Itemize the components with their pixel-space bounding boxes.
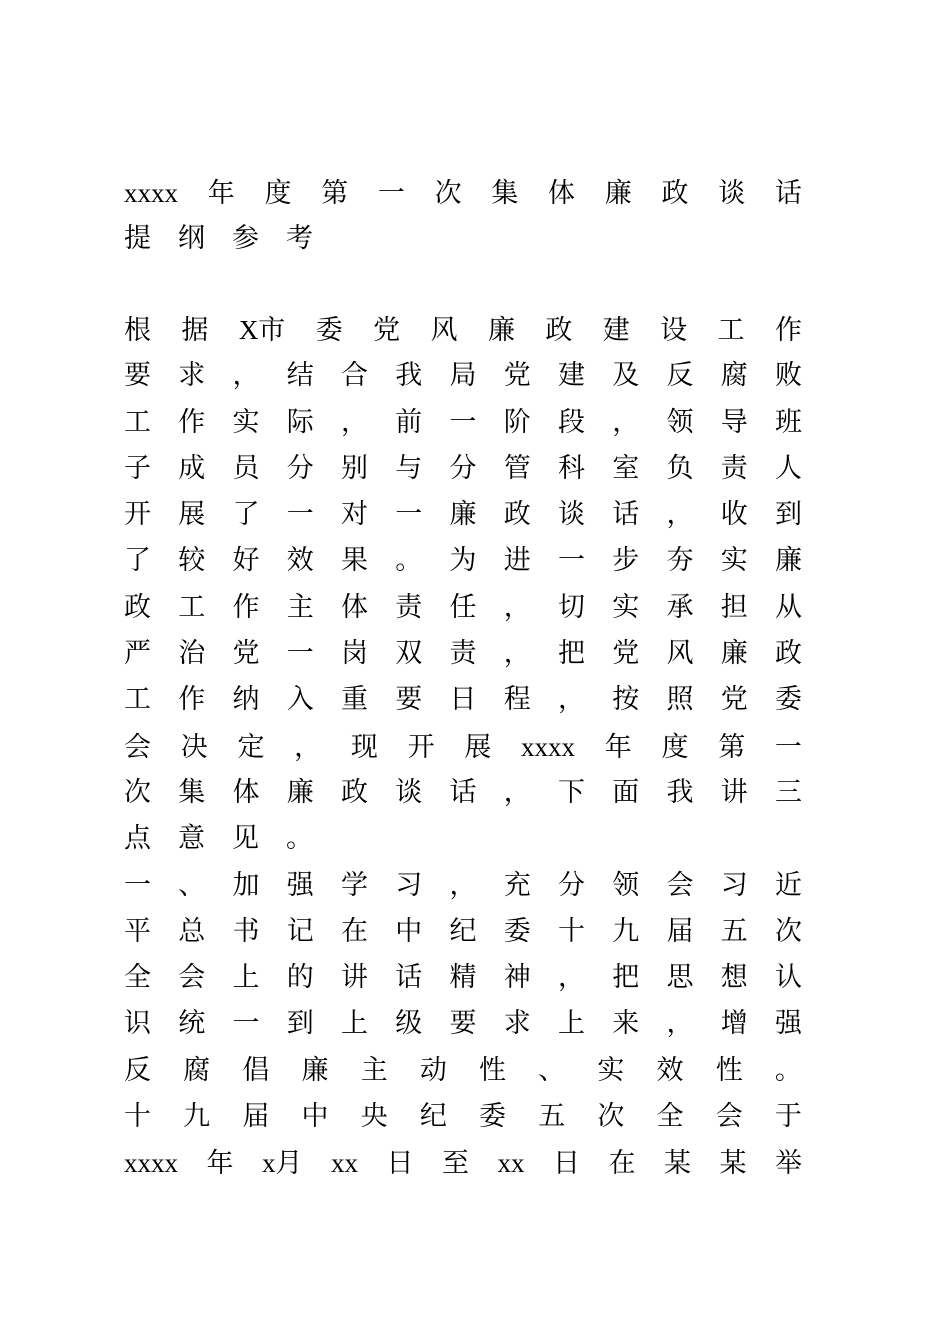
text-token: 实 <box>597 1054 625 1086</box>
text-token: 廉 <box>449 499 477 531</box>
text-token: ， <box>232 360 260 392</box>
text-token: 决 <box>180 731 208 763</box>
text-token: 委 <box>775 684 802 716</box>
text-token: 了 <box>124 545 151 577</box>
text-token: 治 <box>178 638 206 670</box>
body-line <box>124 400 802 446</box>
text-token: 管 <box>503 452 531 484</box>
text-token: 次 <box>434 178 462 209</box>
text-token: 次 <box>124 776 151 808</box>
text-token: 识 <box>124 1008 151 1040</box>
text-token: 任 <box>449 591 477 623</box>
body-line <box>124 1094 802 1140</box>
body-line <box>124 1001 802 1047</box>
text-token: 分 <box>558 869 585 901</box>
text-token: 学 <box>341 869 368 901</box>
text-token: 把 <box>612 962 640 994</box>
text-token: 建 <box>558 360 585 392</box>
text-token: 廉 <box>487 315 515 346</box>
text-token: 集 <box>491 178 519 209</box>
text-token: 从 <box>775 591 802 623</box>
text-token: 班 <box>775 406 802 438</box>
text-token: 中 <box>395 915 423 947</box>
text-token: 导 <box>720 406 748 438</box>
text-token: 体 <box>341 591 368 623</box>
body-line <box>124 585 802 631</box>
text-token: 讲 <box>341 962 368 994</box>
text-token: 廉 <box>286 776 314 808</box>
text-token: 切 <box>558 591 585 623</box>
text-token: 要 <box>124 360 151 392</box>
text-token: 较 <box>178 545 206 577</box>
text-token: 定 <box>237 731 265 763</box>
text-token: 员 <box>232 452 260 484</box>
text-token: 效 <box>286 545 314 577</box>
text-token: 反 <box>124 1054 151 1086</box>
text-token: 风 <box>666 638 694 670</box>
text-token: 度 <box>264 178 292 209</box>
text-token: 纲 <box>178 223 205 255</box>
body-line <box>124 446 802 492</box>
body-line <box>124 538 802 584</box>
text-token: 次 <box>597 1101 625 1133</box>
body-line <box>124 307 802 353</box>
text-token: ， <box>558 684 585 716</box>
text-token: 按 <box>612 684 640 716</box>
text-token: 际 <box>286 406 314 438</box>
text-token: 考 <box>286 223 313 255</box>
text-token: 央 <box>360 1101 388 1133</box>
text-token: 五 <box>720 915 748 947</box>
text-token: 纪 <box>449 915 477 947</box>
text-token: 总 <box>178 915 206 947</box>
text-token: 负 <box>666 452 694 484</box>
text-token: 记 <box>286 915 314 947</box>
text-token: 体 <box>232 776 260 808</box>
text-token: 级 <box>395 1008 423 1040</box>
text-token: 增 <box>720 1008 748 1040</box>
text-token: 见 <box>232 823 259 855</box>
text-token: 面 <box>612 776 640 808</box>
text-token: 政 <box>503 499 531 531</box>
text-token: 认 <box>775 962 802 994</box>
text-token: 我 <box>395 360 423 392</box>
text-token: 步 <box>612 545 640 577</box>
text-token: 至 <box>442 1148 469 1180</box>
text-token: 一 <box>377 178 405 209</box>
text-token: 及 <box>612 360 640 392</box>
text-token: 话 <box>612 499 640 531</box>
text-token: 实 <box>612 591 640 623</box>
text-token: 承 <box>666 591 694 623</box>
text-token: 会 <box>178 962 206 994</box>
text-token: 委 <box>315 315 343 346</box>
text-token: 科 <box>558 452 585 484</box>
text-token: 九 <box>183 1101 211 1133</box>
text-token: 党 <box>373 315 401 346</box>
text-token: 某 <box>664 1148 691 1180</box>
text-token: 一 <box>286 638 314 670</box>
body-line <box>124 955 802 1001</box>
text-token: 开 <box>407 731 435 763</box>
text-token: 责 <box>395 591 423 623</box>
text-token: ， <box>449 869 477 901</box>
text-token: 工 <box>124 406 151 438</box>
text-token: ， <box>503 591 531 623</box>
body-line <box>124 677 802 723</box>
text-token: 实 <box>232 406 260 438</box>
text-token: 话 <box>395 962 423 994</box>
text-token: 工 <box>717 315 745 346</box>
text-token: 下 <box>558 776 585 808</box>
text-token: 程 <box>503 684 531 716</box>
text-token: 败 <box>775 360 802 392</box>
text-token: 合 <box>341 360 368 392</box>
text-token: 展 <box>178 499 206 531</box>
text-token: 反 <box>666 360 694 392</box>
text-token: 工 <box>178 591 206 623</box>
text-token: 严 <box>124 638 151 670</box>
text-token: 上 <box>341 1008 368 1040</box>
text-token: 点 <box>124 823 151 855</box>
text-token: X市 <box>238 315 286 345</box>
text-token: 别 <box>341 452 368 484</box>
text-token: ， <box>558 962 585 994</box>
text-token: 到 <box>775 499 802 531</box>
text-token: 年 <box>604 731 632 763</box>
text-token: 廉 <box>775 545 802 577</box>
text-token: 效 <box>656 1054 684 1086</box>
text-token: 举 <box>775 1148 802 1180</box>
text-token: 讲 <box>720 776 748 808</box>
text-token: 担 <box>720 591 748 623</box>
text-token: 书 <box>232 915 260 947</box>
body-line <box>124 353 802 399</box>
text-token: 神 <box>503 962 531 994</box>
text-token: 为 <box>449 545 477 577</box>
text-token: ， <box>503 638 531 670</box>
text-token: 腐 <box>720 360 748 392</box>
text-token: 人 <box>775 452 802 484</box>
text-token: 、 <box>178 869 206 901</box>
text-token: xxxx <box>124 1148 178 1179</box>
text-token: 体 <box>548 178 576 209</box>
text-token: 一 <box>124 869 151 901</box>
text-token: 成 <box>178 452 206 484</box>
text-token: xx <box>497 1148 525 1179</box>
text-token: 把 <box>558 638 585 670</box>
text-token: 政 <box>661 178 689 209</box>
text-token: ， <box>294 731 322 763</box>
text-token: 会 <box>666 869 694 901</box>
text-token: 要 <box>449 1008 477 1040</box>
text-token: 作 <box>178 684 206 716</box>
text-token: 纳 <box>232 684 260 716</box>
text-token: 一 <box>286 499 314 531</box>
text-token: 一 <box>232 1008 260 1040</box>
text-token: 重 <box>341 684 368 716</box>
text-token: 届 <box>666 915 694 947</box>
text-token: 夯 <box>666 545 694 577</box>
text-token: 廉 <box>301 1054 329 1086</box>
text-token: 分 <box>449 452 477 484</box>
body-line <box>124 909 802 955</box>
body-line <box>124 1048 802 1094</box>
text-token: 室 <box>612 452 640 484</box>
text-token: 委 <box>503 915 531 947</box>
text-token: 九 <box>612 915 640 947</box>
text-token: 政 <box>124 591 151 623</box>
text-token: 性 <box>479 1054 507 1086</box>
text-token: 设 <box>660 315 688 346</box>
text-token: 三 <box>775 776 802 808</box>
body-line <box>124 816 802 862</box>
text-token: 党 <box>232 638 260 670</box>
text-token: 会 <box>124 731 151 763</box>
text-token: 的 <box>286 962 314 994</box>
text-token: 年 <box>207 178 235 209</box>
text-token: xxxx <box>521 731 576 762</box>
text-token: 十 <box>558 915 585 947</box>
text-token: 、 <box>538 1054 566 1086</box>
text-token: 全 <box>124 962 151 994</box>
text-token: 主 <box>286 591 314 623</box>
text-token: ， <box>666 1008 694 1040</box>
text-token: 全 <box>656 1101 684 1133</box>
text-token: 纪 <box>419 1101 447 1133</box>
text-token: 中 <box>301 1101 329 1133</box>
body-line <box>124 863 802 909</box>
text-token: 强 <box>775 1008 802 1040</box>
text-token: 作 <box>232 591 260 623</box>
text-token: 到 <box>286 1008 314 1040</box>
text-token: 领 <box>612 869 640 901</box>
text-token: 第 <box>718 731 746 763</box>
text-token: 一 <box>395 499 423 531</box>
text-token: 五 <box>538 1101 566 1133</box>
text-token: 来 <box>612 1008 640 1040</box>
text-token: 廉 <box>604 178 632 209</box>
text-token: 阶 <box>503 406 531 438</box>
text-token: 届 <box>242 1101 270 1133</box>
text-token: 岗 <box>341 638 368 670</box>
text-token: 上 <box>558 1008 585 1040</box>
text-token: 谈 <box>395 776 423 808</box>
text-token: 参 <box>232 223 259 255</box>
text-token: 党 <box>503 360 531 392</box>
text-token: xx <box>331 1148 358 1179</box>
text-token: 思 <box>666 962 694 994</box>
text-token: 充 <box>503 869 531 901</box>
text-token: 在 <box>341 915 368 947</box>
text-token: 结 <box>286 360 314 392</box>
text-token: 前 <box>395 406 423 438</box>
text-token: 习 <box>720 869 748 901</box>
text-token: 现 <box>350 731 378 763</box>
text-token: 统 <box>178 1008 206 1040</box>
text-token: 入 <box>286 684 314 716</box>
text-token: 廉 <box>720 638 748 670</box>
body-line <box>124 1140 802 1186</box>
text-token: 日 <box>449 684 477 716</box>
body-line <box>124 631 802 677</box>
text-token: 与 <box>395 452 423 484</box>
text-token: 展 <box>464 731 492 763</box>
text-token: 腐 <box>183 1054 211 1086</box>
text-token: 于 <box>774 1101 802 1133</box>
text-token: x月 <box>262 1148 303 1179</box>
text-token: 好 <box>232 545 260 577</box>
text-token: 谈 <box>558 499 585 531</box>
text-token: 习 <box>395 869 423 901</box>
text-token: 意 <box>178 823 205 855</box>
text-token: 作 <box>178 406 206 438</box>
text-token: 。 <box>286 823 313 855</box>
text-token: 求 <box>178 360 206 392</box>
text-token: 分 <box>286 452 314 484</box>
text-token: 作 <box>774 315 802 346</box>
text-token: 一 <box>449 406 477 438</box>
text-token: 度 <box>661 731 689 763</box>
text-token: 年 <box>206 1148 234 1180</box>
text-token: 双 <box>395 638 423 670</box>
title-line <box>124 170 802 216</box>
text-token: 局 <box>449 360 477 392</box>
text-token: ， <box>612 406 640 438</box>
body-line <box>124 492 802 538</box>
title-line <box>124 216 802 262</box>
text-token: 果 <box>341 545 368 577</box>
text-token: 提 <box>124 223 151 255</box>
text-token: 一 <box>774 731 802 763</box>
text-token: 想 <box>720 962 748 994</box>
text-token: ， <box>666 499 694 531</box>
text-token: 了 <box>232 499 260 531</box>
text-token: 主 <box>360 1054 388 1086</box>
text-token: 委 <box>479 1101 507 1133</box>
text-token: 精 <box>449 962 477 994</box>
text-token: 党 <box>612 638 640 670</box>
text-token: 政 <box>775 638 802 670</box>
text-token: 上 <box>232 962 260 994</box>
text-token: 平 <box>124 915 151 947</box>
body-line <box>124 770 802 816</box>
text-token: ， <box>341 406 368 438</box>
text-token: 加 <box>232 869 260 901</box>
text-token: 建 <box>602 315 630 346</box>
text-token: 工 <box>124 684 151 716</box>
text-token: 子 <box>124 452 151 484</box>
text-token: 谈 <box>718 178 746 209</box>
text-token: 一 <box>558 545 585 577</box>
text-token: 求 <box>503 1008 531 1040</box>
text-token: 十 <box>124 1101 151 1133</box>
text-token: 性 <box>715 1054 743 1086</box>
text-token: 开 <box>124 499 151 531</box>
body-line <box>124 724 802 770</box>
text-token: 照 <box>666 684 694 716</box>
text-token: 对 <box>341 499 368 531</box>
text-token: 政 <box>341 776 368 808</box>
text-token: xxxx <box>124 178 178 208</box>
text-token: 据 <box>181 315 209 346</box>
text-token: 党 <box>720 684 748 716</box>
text-token: 。 <box>395 545 423 577</box>
text-token: 话 <box>774 178 802 209</box>
text-token: 日 <box>386 1148 414 1180</box>
text-token: 风 <box>430 315 458 346</box>
text-token: 责 <box>449 638 477 670</box>
text-token: 要 <box>395 684 423 716</box>
text-token: 收 <box>720 499 748 531</box>
text-token: 某 <box>719 1148 747 1180</box>
text-token: 在 <box>608 1148 636 1180</box>
text-token: 集 <box>178 776 206 808</box>
text-token: 段 <box>558 406 585 438</box>
text-token: 实 <box>720 545 748 577</box>
text-token: 话 <box>449 776 477 808</box>
text-token: 根 <box>124 315 151 346</box>
text-token: 强 <box>286 869 314 901</box>
text-token: 日 <box>553 1148 580 1180</box>
text-token: ， <box>503 776 531 808</box>
text-token: 领 <box>666 406 694 438</box>
document-body <box>124 307 802 1187</box>
text-token: 进 <box>503 545 531 577</box>
document-title <box>124 170 802 263</box>
text-token: 动 <box>419 1054 447 1086</box>
text-token: 责 <box>720 452 748 484</box>
text-token: 政 <box>545 315 573 346</box>
text-token: 。 <box>774 1054 802 1086</box>
text-token: 近 <box>775 869 802 901</box>
text-token: 我 <box>666 776 694 808</box>
text-token: 次 <box>775 915 802 947</box>
text-token: 倡 <box>242 1054 270 1086</box>
text-token: 会 <box>715 1101 743 1133</box>
text-token: 第 <box>321 178 349 209</box>
